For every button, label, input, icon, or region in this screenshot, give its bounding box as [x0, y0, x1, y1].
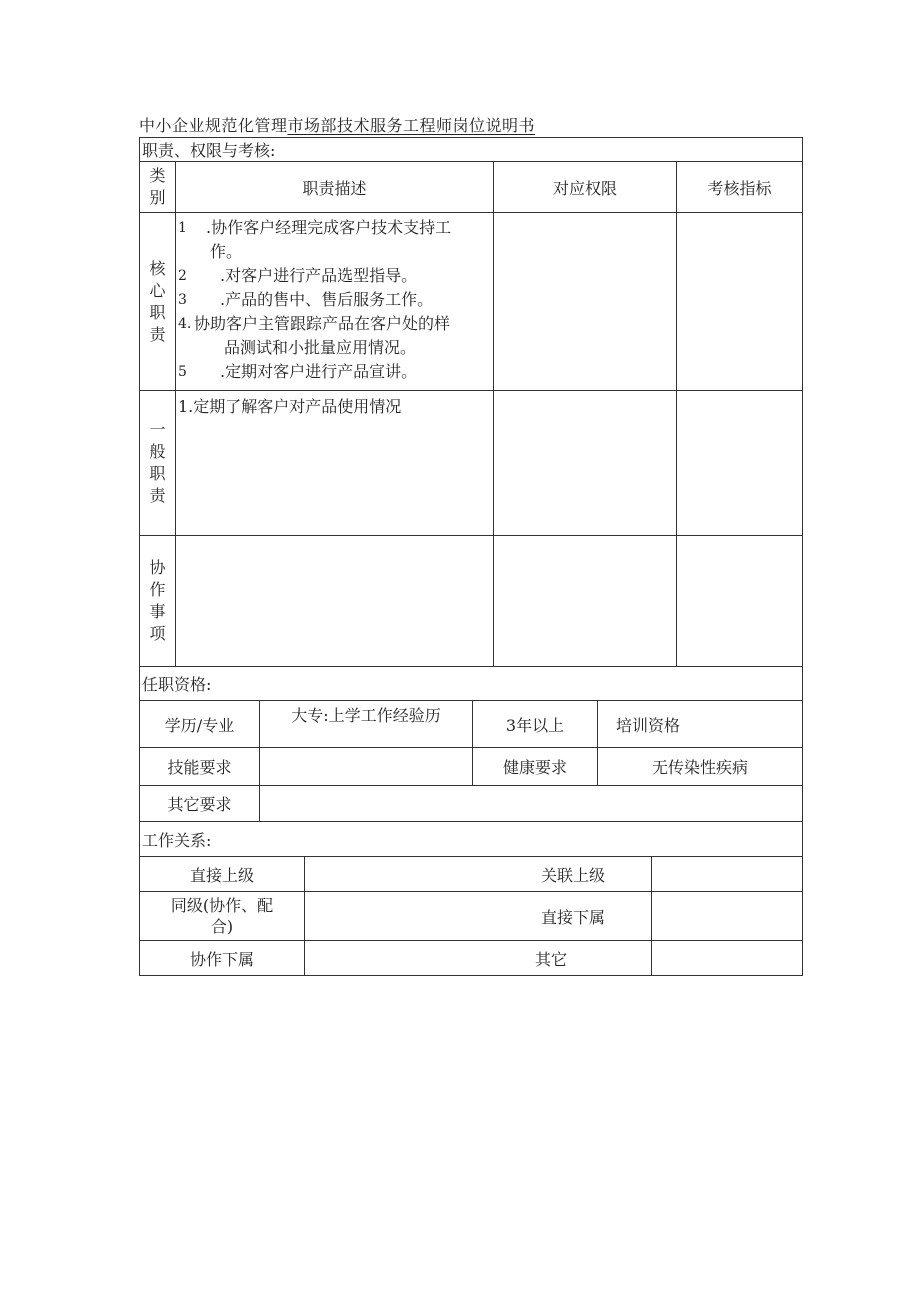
other-relation-label: 其它 — [305, 941, 652, 976]
duty-item: 4. 协助客户主管跟踪产品在客户处的样 — [178, 314, 451, 333]
skills-label: 技能要求 — [140, 748, 260, 786]
health-value: 无传染性疾病 — [598, 748, 803, 786]
duty-item: 3 .产品的售中、售后服务工作。 — [178, 290, 434, 309]
general-duties-category: 一 般 职 责 — [140, 391, 176, 536]
title-position: 市场部技术服务工程师岗位说明书 — [287, 116, 536, 135]
peer-label: 同级(协作、配 合) — [140, 892, 305, 941]
related-superior-label: 关联上级 — [305, 857, 652, 892]
direct-subordinate-value — [652, 892, 803, 941]
general-duties-row — [140, 391, 803, 536]
relations-section-label: 工作关系: — [140, 822, 803, 857]
core-duties-row — [140, 213, 803, 391]
col-header-assessment: 考核指标 — [677, 162, 803, 213]
duties-table — [139, 137, 803, 667]
col-header-category: 类 别 — [140, 162, 176, 213]
col-header-authority: 对应权限 — [494, 162, 677, 213]
core-duties-list — [176, 213, 494, 391]
core-duties-authority — [494, 213, 677, 391]
other-requirements-value — [260, 786, 803, 822]
core-duties-assessment — [677, 213, 803, 391]
cooperation-description — [176, 536, 494, 667]
coop-subordinate-label: 协作下属 — [140, 941, 305, 976]
other-requirements-label: 其它要求 — [140, 786, 260, 822]
duty-item: 5 .定期对客户进行产品宣讲。 — [178, 362, 418, 381]
duty-item-continuation: 作。 — [210, 242, 243, 261]
title-prefix: 中小企业规范化管理 — [139, 116, 288, 135]
duties-section-label: 职责、权限与考核: — [140, 138, 803, 162]
cooperation-category: 协 作 事 项 — [140, 536, 176, 667]
qualifications-section-label: 任职资格: — [140, 667, 803, 701]
general-duties-text: 1.定期了解客户对产品使用情况 — [176, 391, 494, 536]
training-label: 培训资格 — [598, 701, 803, 748]
experience-value: 3年以上 — [473, 701, 598, 748]
direct-superior-label: 直接上级 — [140, 857, 305, 892]
col-header-description: 职责描述 — [176, 162, 494, 213]
cooperation-authority — [494, 536, 677, 667]
cooperation-assessment — [677, 536, 803, 667]
duty-item-continuation: 品测试和小批量应用情况。 — [224, 338, 417, 357]
related-superior-value — [652, 857, 803, 892]
skills-value — [260, 748, 473, 786]
duty-item: 2 .对客户进行产品选型指导。 — [178, 266, 418, 285]
job-description-sheet — [139, 137, 802, 976]
core-duties-category: 核 心 职 责 — [140, 213, 176, 391]
other-relation-value — [652, 941, 803, 976]
general-duties-assessment — [677, 391, 803, 536]
education-label: 学历/专业 — [140, 701, 260, 748]
document-title — [139, 113, 535, 136]
relations-table — [139, 821, 803, 976]
general-duties-authority — [494, 391, 677, 536]
qualifications-table — [139, 666, 803, 822]
health-label: 健康要求 — [473, 748, 598, 786]
duty-item: 1 .协作客户经理完成客户技术支持工 — [178, 218, 452, 237]
education-value: 大专:上学工作经验历 — [260, 701, 473, 748]
direct-subordinate-label: 直接下属 — [305, 892, 652, 941]
cooperation-row — [140, 536, 803, 667]
